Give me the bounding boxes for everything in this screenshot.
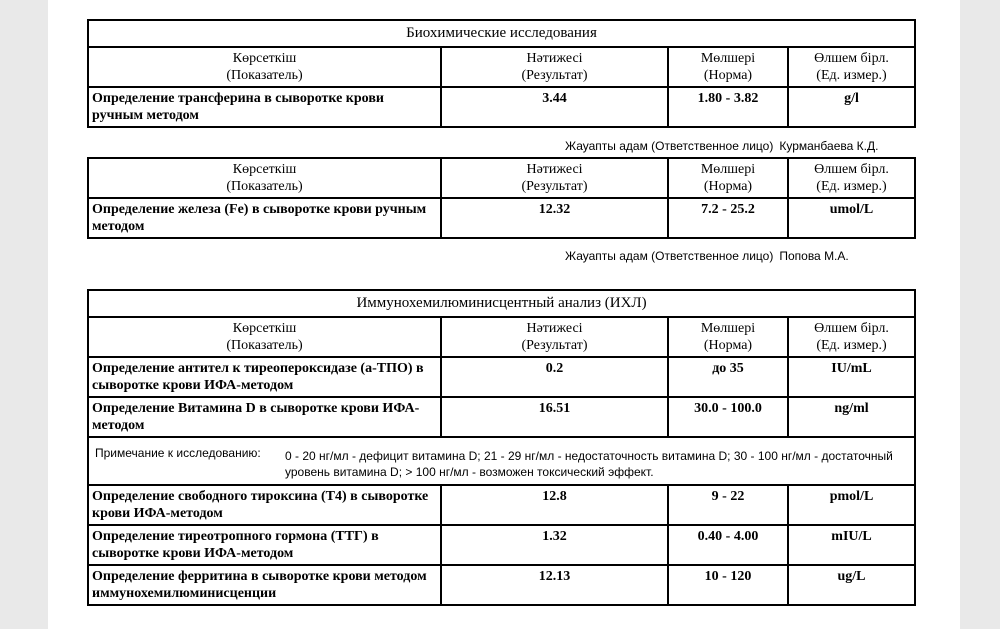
test-unit: g/l (788, 87, 915, 127)
header-row (88, 158, 915, 198)
col-unit: Өлшем бірл. (Ед. измер.) (788, 158, 915, 198)
responsible-label: Жауапты адам (Ответственное лицо) (565, 249, 774, 263)
test-result: 16.51 (441, 397, 668, 437)
col-unit: Өлшем бірл. (Ед. измер.) (788, 47, 915, 87)
test-name: Определение антител к тиреопероксидазе (а-ТПО) в сыворотке крови ИФА-методом (88, 357, 441, 397)
col-norm: Мөлшері (Норма) (668, 158, 788, 198)
test-norm: 7.2 - 25.2 (668, 198, 788, 238)
test-result: 12.8 (441, 485, 668, 525)
responsible-label: Жауапты адам (Ответственное лицо) (565, 139, 774, 153)
note-text: 0 - 20 нг/мл - дефицит витамина D; 21 - 29 нг/мл - недостаточность витамина D; 30 - 100 нг/мл - достаточный уровень витамина D; > 100 нг/мл - возможен токсический эффект. (285, 449, 893, 479)
header-row (88, 47, 915, 87)
header-row (88, 317, 915, 357)
test-unit: umol/L (788, 198, 915, 238)
test-norm: 9 - 22 (668, 485, 788, 525)
col-result: Нәтижесі (Результат) (441, 317, 668, 357)
table-row (88, 397, 915, 437)
col-indicator: Көрсеткіш (Показатель) (88, 47, 441, 87)
col-result: Нәтижесі (Результат) (441, 158, 668, 198)
test-unit: ug/L (788, 565, 915, 605)
test-name: Определение железа (Fe) в сыворотке крови ручным методом (88, 198, 441, 238)
test-norm: 0.40 - 4.00 (668, 525, 788, 565)
test-result: 12.13 (441, 565, 668, 605)
test-unit: IU/mL (788, 357, 915, 397)
col-result: Нәтижесі (Результат) (441, 47, 668, 87)
note-label: Примечание к исследованию: (95, 446, 261, 460)
test-unit: mIU/L (788, 525, 915, 565)
test-result: 3.44 (441, 87, 668, 127)
responsible-name: Попова М.А. (779, 249, 849, 263)
ichl-table (87, 289, 916, 606)
test-norm: до 35 (668, 357, 788, 397)
test-name: Определение Витамина D в сыворотке крови ИФА-методом (88, 397, 441, 437)
table-row (88, 565, 915, 605)
biochem-table (87, 19, 916, 128)
test-norm: 1.80 - 3.82 (668, 87, 788, 127)
test-result: 1.32 (441, 525, 668, 565)
test-norm: 30.0 - 100.0 (668, 397, 788, 437)
table-row (88, 357, 915, 397)
test-result: 0.2 (441, 357, 668, 397)
test-name: Определение ферритина в сыворотке крови методом иммунохемилюминисценции (88, 565, 441, 605)
col-indicator: Көрсеткіш (Показатель) (88, 158, 441, 198)
iron-table (87, 157, 916, 239)
test-name: Определение трансферина в сыворотке крови ручным методом (88, 87, 441, 127)
col-indicator: Көрсеткіш (Показатель) (88, 317, 441, 357)
section-title: Биохимические исследования (88, 20, 915, 47)
table-row (88, 485, 915, 525)
table-row (88, 87, 915, 127)
test-result: 12.32 (441, 198, 668, 238)
test-norm: 10 - 120 (668, 565, 788, 605)
col-norm: Мөлшері (Норма) (668, 47, 788, 87)
responsible-name: Курманбаева К.Д. (779, 139, 879, 153)
test-name: Определение тиреотропного гормона (ТТГ) в сыворотке крови ИФА-методом (88, 525, 441, 565)
col-unit: Өлшем бірл. (Ед. измер.) (788, 317, 915, 357)
test-unit: pmol/L (788, 485, 915, 525)
section-title: Иммунохемилюминисцентный анализ (ИХЛ) (88, 290, 915, 317)
table-row (88, 525, 915, 565)
table-row (88, 198, 915, 238)
note-row (88, 437, 915, 485)
test-name: Определение свободного тироксина (Т4) в сыворотке крови ИФА-методом (88, 485, 441, 525)
responsible-line (565, 249, 855, 263)
test-unit: ng/ml (788, 397, 915, 437)
responsible-line (565, 139, 884, 153)
col-norm: Мөлшері (Норма) (668, 317, 788, 357)
